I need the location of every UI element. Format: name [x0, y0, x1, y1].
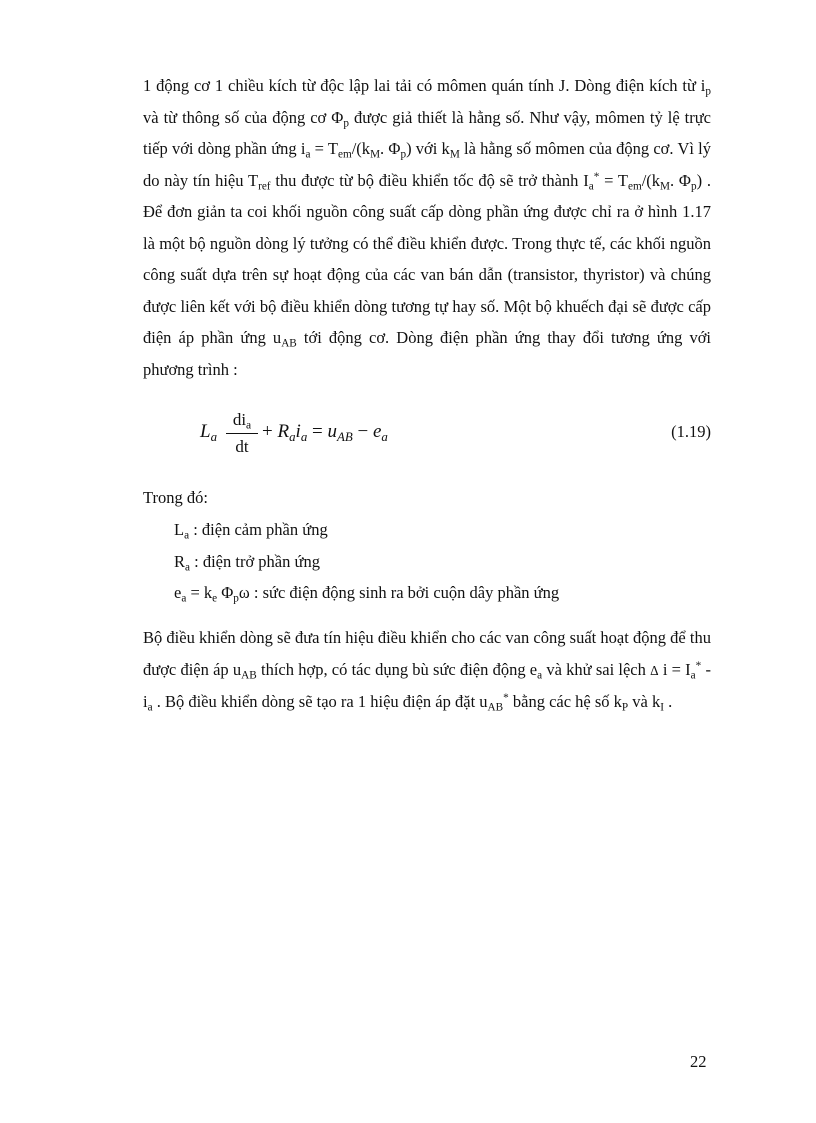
definition-ra: $R_a$ : điện trở phần ứng: [174, 551, 320, 573]
definition-la: $L_a$ : điện cảm phần ứng: [174, 520, 328, 542]
fraction-bar: [226, 433, 258, 434]
paragraph-current-controller: Bộ điều khiển dòng sẽ đưa tín hiệu điều khiển cho các van công suất hoạt động để thu được điện áp $u_{AB}$ thích hợp, có tác dụng bù sức điện động $e_a$ và khử sai lệch Δ $i = I_a^* - i_a$ . Bộ điều khiển dòng sẽ tạo ra 1 hiệu điện áp đặt $u_{AB}^*$ bằng các hệ số $k_P$ và $k_I$ .: [143, 628, 711, 714]
where-label: Trong đó:: [143, 488, 208, 507]
equation-number: (1.19): [671, 422, 711, 441]
definitions-list: [174, 514, 559, 609]
definition-ea: $e_a = k_e$ $\Phi_p\omega$ : sức điện động sinh ra bởi cuộn dây phần ứng: [174, 583, 560, 605]
derivative-fraction: $di_a$ dt: [226, 408, 258, 459]
page-number: 22: [690, 1052, 707, 1071]
paragraph-intro: 1 động cơ 1 chiều kích từ độc lập lai tải có mômen quán tính J. Dòng điện kích từ $i_p$ và từ thông số của động cơ $\Phi_p$ được giả thiết là hằng số. Như vậy, mômen tỷ lệ trực tiếp với dòng phần ứng $i_a = T_{em}/(k_M$. $\Phi_p$) với $k_M$ là hằng số mômen của động cơ. Vì lý do này tín hiệu $T_{ref}$ thu được từ bộ điều khiển tốc độ sẽ trở thành $I_a^* = T_{em}/(k_M$. $\Phi_p$) . Để đơn giản ta coi khối nguồn công suất cấp dòng phần ứng được chỉ ra ở hình 1.17 là một bộ nguồn dòng lý tưởng có thể điều khiển được. Trong thực tế, các khối nguồn công suất dựa trên sự hoạt động của các van bán dẫn (transistor, thyristor) và chúng được liên kết với bộ điều khiển dòng tương tự hay số. Một bộ khuếch đại sẽ được cấp điện áp phần ứng $u_{AB}$ tới động cơ. Dòng điện phần ứng thay đổi tương ứng với phương trình :: [143, 76, 712, 379]
equation-1-19: $L_a$ $di_a$ dt + $R_ai_a = u_{AB} - e_a$ (1.19): [200, 408, 711, 468]
